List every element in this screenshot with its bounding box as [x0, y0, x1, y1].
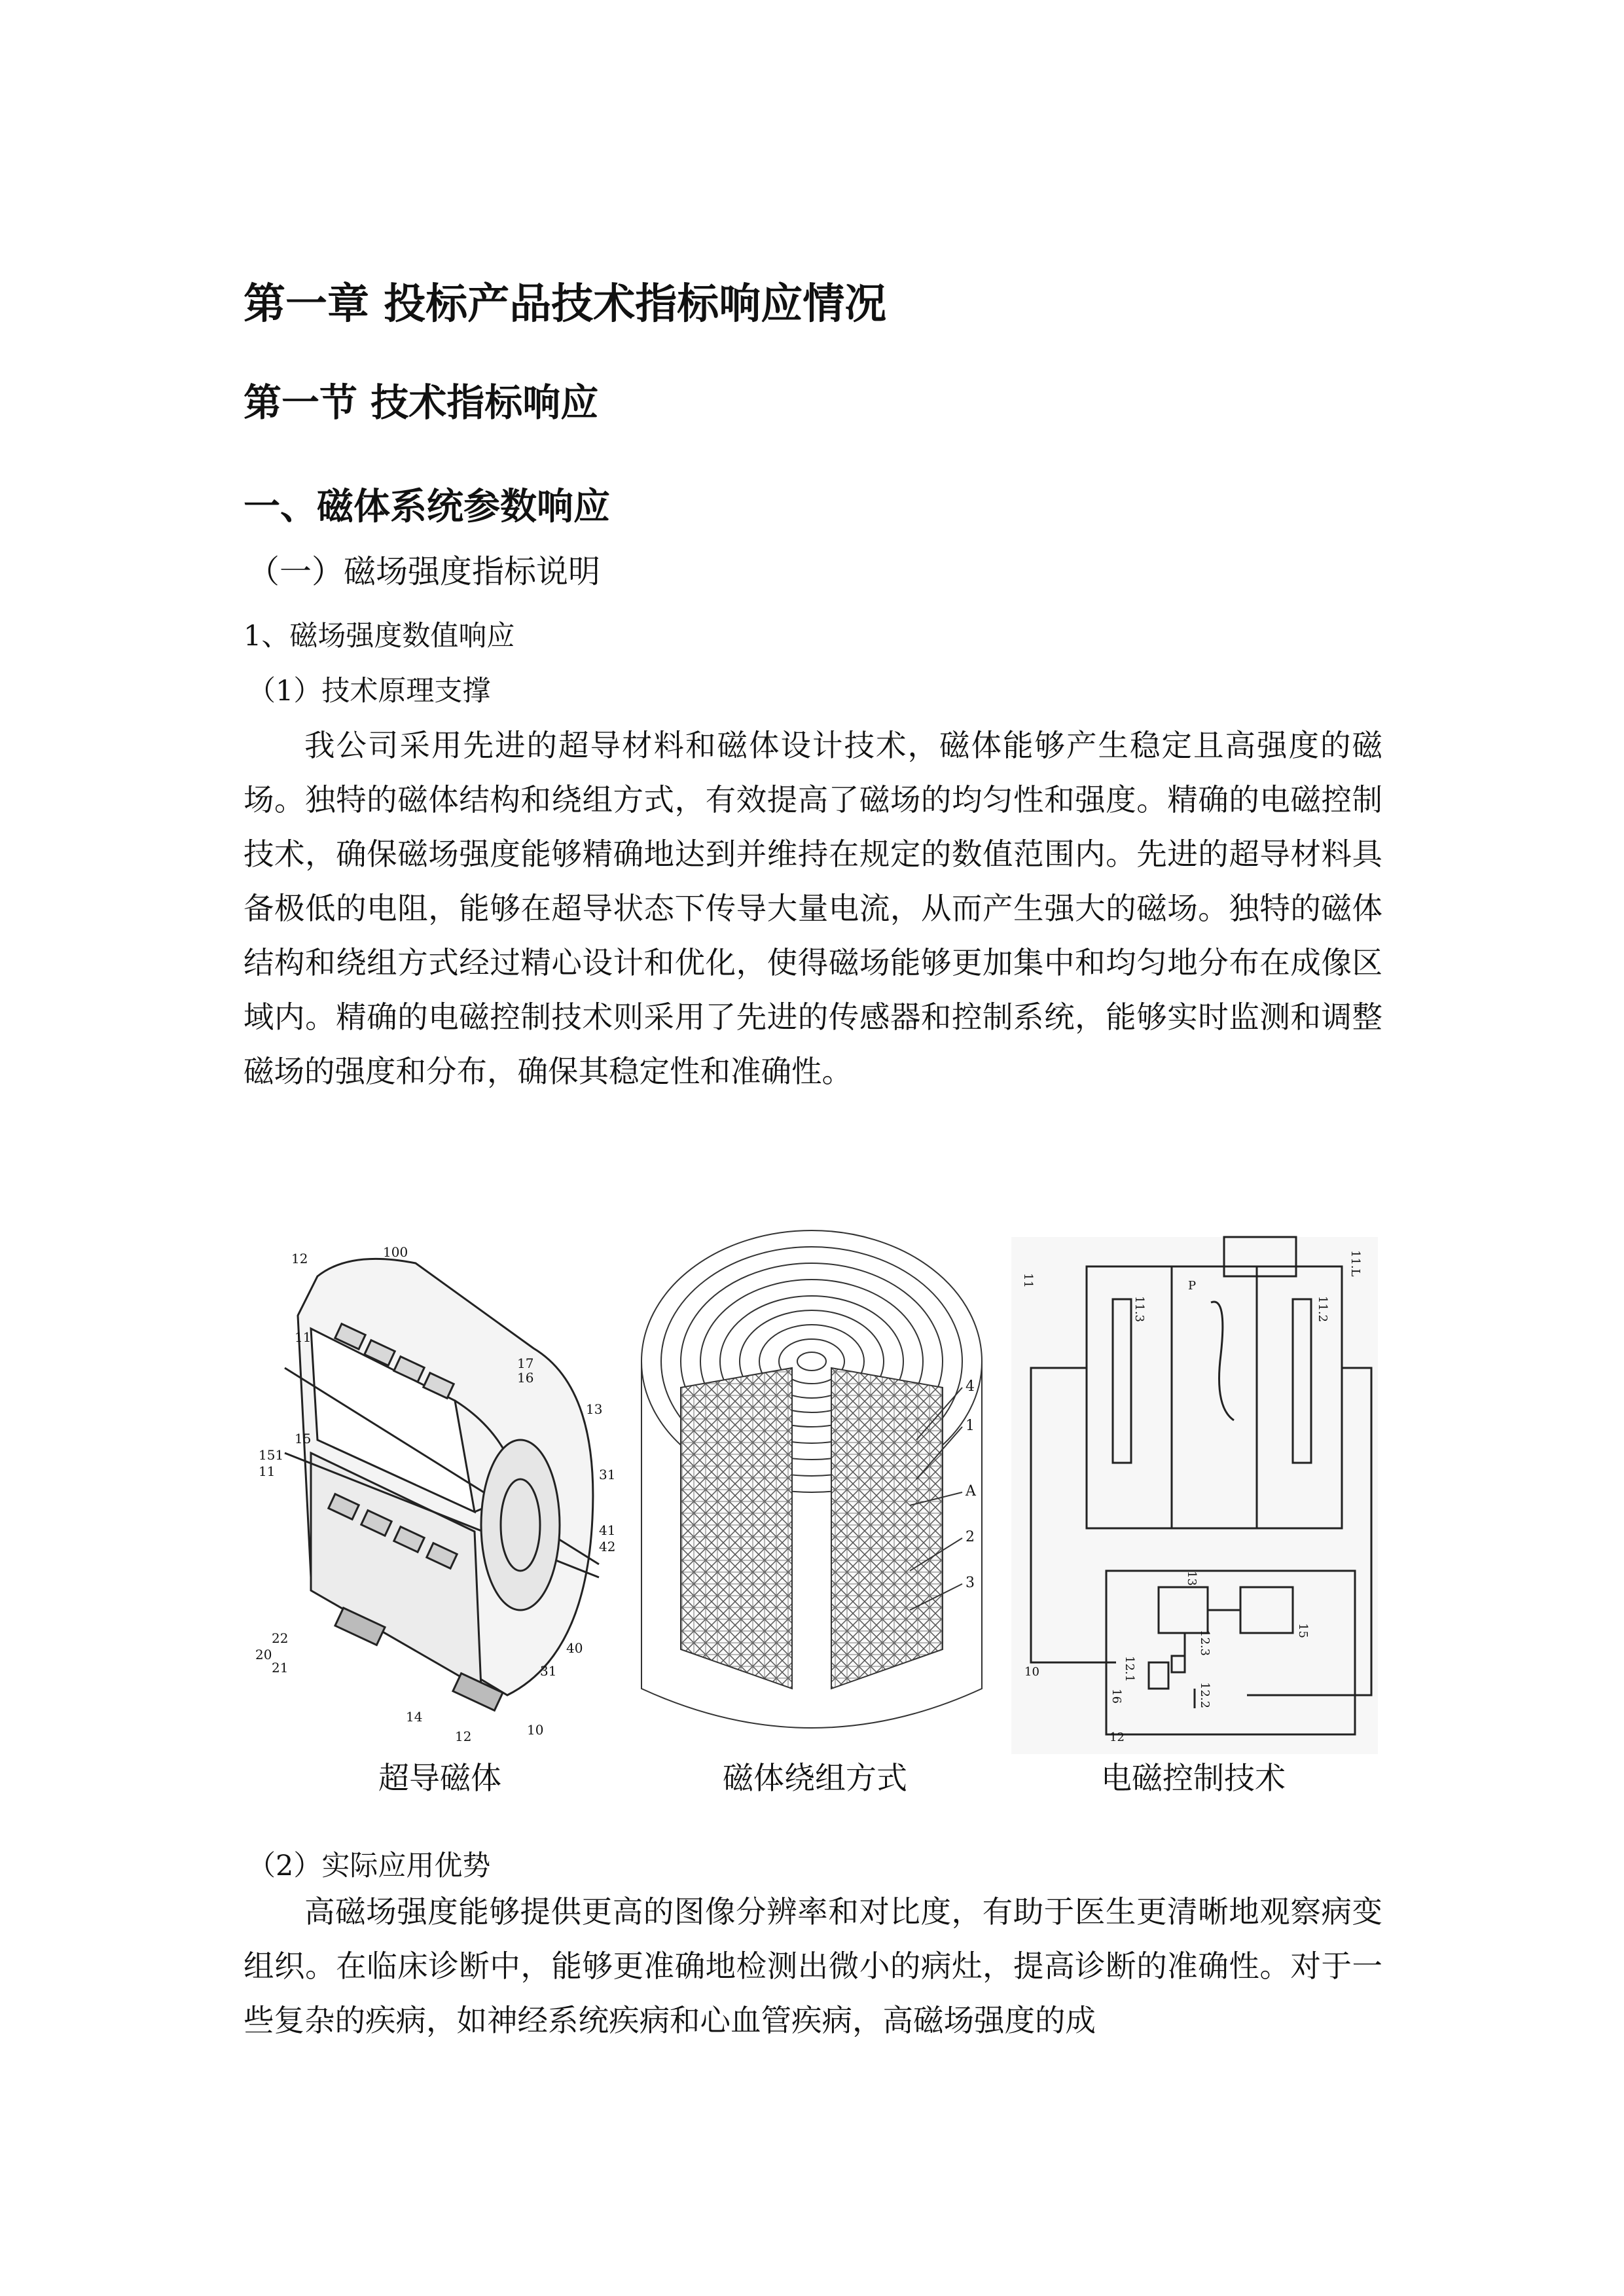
body-paragraph-2: 高磁场强度能够提供更高的图像分辨率和对比度，有助于医生更清晰地观察病变组织。在临床诊断中，能够更准确地检测出微小的病灶，提高诊断的准确性。对于一些复杂的疾病，如神经系统疾病和心血管疾病，高磁场强度的成	[244, 1894, 1382, 2038]
magnet-label: 11	[259, 1463, 276, 1479]
winding-label: 1	[965, 1418, 975, 1434]
control-label: 16	[1110, 1689, 1123, 1704]
figure-caption-magnet: 超导磁体	[378, 1761, 501, 1797]
figure-caption-control: 电磁控制技术	[1101, 1761, 1286, 1797]
magnet-label: 40	[566, 1640, 583, 1656]
magnet-label: 11	[295, 1329, 312, 1345]
magnet-label: 31	[540, 1663, 557, 1679]
figure-caption-winding: 磁体绕组方式	[723, 1761, 907, 1797]
control-label: 13	[1185, 1571, 1199, 1586]
magnet-label: 12	[455, 1729, 472, 1744]
control-label: 12.1	[1123, 1656, 1136, 1683]
control-label: 11.2	[1316, 1296, 1329, 1323]
winding-label: 4	[965, 1378, 975, 1395]
control-label: P	[1188, 1279, 1197, 1293]
magnet-label: 41	[599, 1522, 616, 1538]
winding-figure	[635, 1230, 1001, 1754]
point-heading-1: （1）技术原理支撑	[247, 675, 491, 708]
control-label: 11.3	[1132, 1296, 1146, 1323]
winding-label: 3	[965, 1575, 975, 1591]
point-heading-2: （2）实际应用优势	[247, 1850, 491, 1882]
winding-label: 2	[965, 1529, 975, 1545]
body-paragraph-1: 我公司采用先进的超导材料和磁体设计技术，磁体能够产生稳定且高强度的磁场。独特的磁体结构和绕组方式，有效提高了磁场的均匀性和强度。精确的电磁控制技术，确保磁场强度能够精确地达到并维持在规定的数值范围内。先进的超导材料具备极低的电阻，能够在超导状态下传导大量电流，从而产生强大的磁场。独特的磁体结构和绕组方式经过精心设计和优化，使得磁场能够更加集中和均匀地分布在成像区域内。精确的电磁控制技术则采用了先进的传感器和控制系统，能够实时监测和调整磁场的强度和分布，确保其稳定性和准确性。	[244, 728, 1382, 1089]
magnet-label: 16	[517, 1370, 534, 1386]
magnet-label: 21	[272, 1660, 289, 1676]
control-label: 11	[1021, 1273, 1035, 1288]
control-label: 10	[1024, 1665, 1039, 1679]
control-label: 12.3	[1198, 1630, 1212, 1657]
magnet-label: 31	[599, 1467, 616, 1482]
magnet-label: 42	[599, 1539, 616, 1554]
magnet-label: 22	[272, 1630, 289, 1646]
magnet-label: 14	[406, 1709, 423, 1725]
magnet-label: 17	[517, 1355, 534, 1371]
superconducting-magnet-figure	[255, 1237, 625, 1754]
chapter-title: 第一章 投标产品技术指标响应情况	[244, 280, 887, 329]
control-figure	[1011, 1237, 1378, 1754]
magnet-label: 13	[586, 1401, 603, 1417]
part-heading: 一、磁体系统参数响应	[244, 486, 610, 528]
control-label: 12.2	[1198, 1682, 1212, 1709]
magnet-label: 10	[527, 1722, 544, 1738]
magnet-label: 15	[295, 1431, 312, 1446]
control-label: 15	[1296, 1623, 1310, 1638]
control-label: 11.L	[1348, 1250, 1362, 1277]
subsection-heading: （一）磁场强度指标说明	[247, 553, 601, 590]
section-title: 第一节 技术指标响应	[244, 380, 599, 425]
control-label: 12	[1110, 1731, 1125, 1744]
magnet-label: 100	[383, 1244, 408, 1260]
magnet-label: 20	[255, 1647, 272, 1662]
magnet-label: 12	[291, 1251, 308, 1266]
magnet-label: 151	[259, 1447, 284, 1463]
item-heading: 1、磁场强度数值响应	[244, 620, 515, 653]
winding-label: A	[965, 1483, 976, 1499]
